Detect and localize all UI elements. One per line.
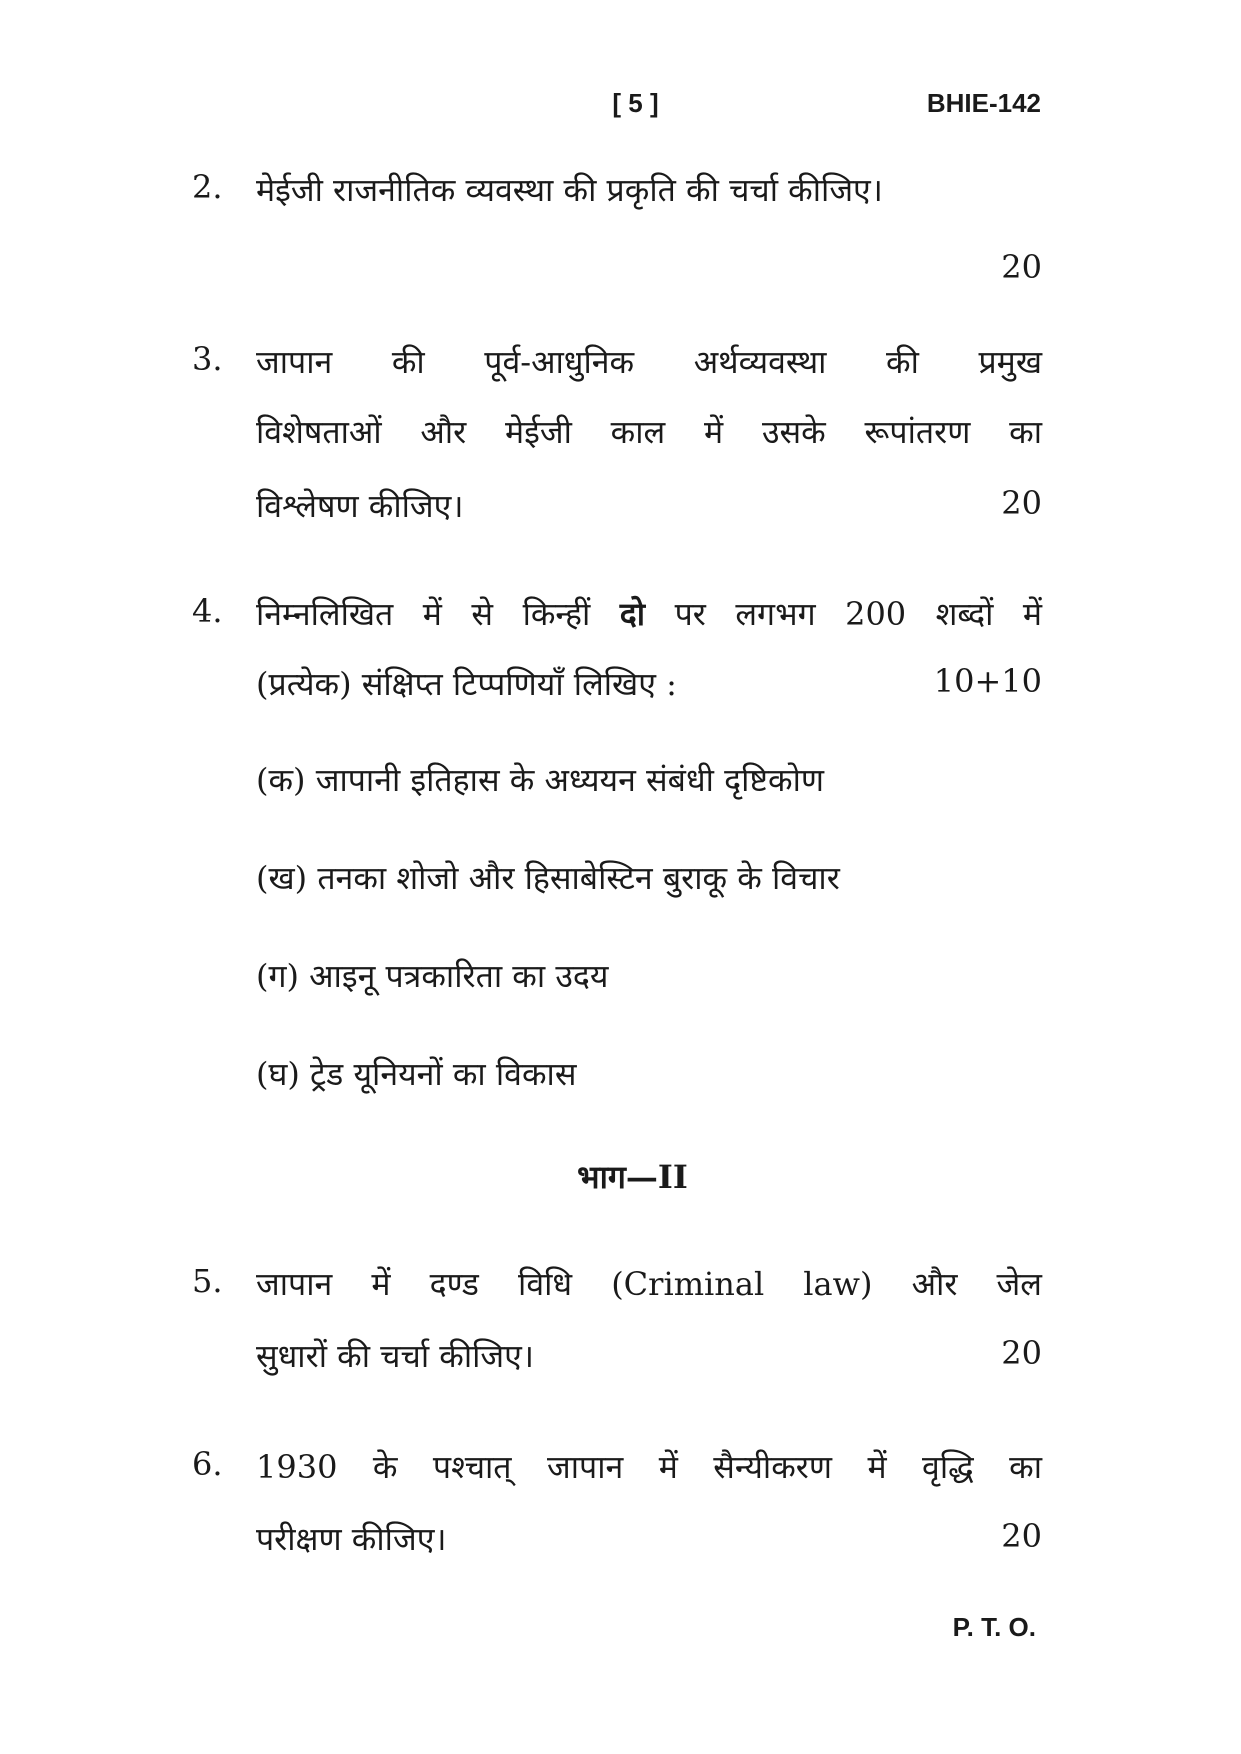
section-heading: भाग—II xyxy=(577,1158,688,1196)
text-segment: निम्नलिखित में से किन्हीं xyxy=(256,595,591,633)
text-segment: पर लगभग 200 शब्दों में xyxy=(674,595,1043,633)
question-number: 5. xyxy=(192,1262,223,1300)
question-text: जापान की पूर्व-आधुनिक अर्थव्यवस्था की प्रमुख xyxy=(256,343,1042,381)
question-text: विशेषताओं और मेईजी काल में उसके रूपांतरण का xyxy=(256,413,1042,451)
question-marks: 10+10 xyxy=(933,662,1042,700)
question-number: 4. xyxy=(192,592,223,630)
subpart-kha: (ख) तनका शोजो और हिसाबेस्टिन बुराकू के विचार xyxy=(256,859,840,897)
question-text xyxy=(256,592,1042,635)
question-number: 2. xyxy=(192,168,223,206)
course-code: BHIE-142 xyxy=(926,88,1041,118)
question-number: 3. xyxy=(192,340,223,378)
page-number: [ 5 ] xyxy=(612,88,659,118)
question-text: सुधारों की चर्चा कीजिए। xyxy=(256,1337,535,1375)
subpart-gha: (घ) ट्रेड यूनियनों का विकास xyxy=(256,1055,577,1093)
question-5 xyxy=(192,1262,1042,1375)
emphasis-word: दो xyxy=(619,595,646,633)
question-number: 6. xyxy=(192,1445,223,1483)
question-marks: 20 xyxy=(1001,1334,1042,1372)
question-text: जापान में दण्ड विधि (Criminal law) और जेल xyxy=(256,1265,1042,1303)
question-4 xyxy=(192,592,1042,702)
question-marks: 20 xyxy=(1001,484,1042,522)
question-text: मेईजी राजनीतिक व्यवस्था की प्रकृति की चर्चा कीजिए। xyxy=(256,171,883,209)
subpart-ga: (ग) आइनू पत्रकारिता का उदय xyxy=(256,957,609,995)
question-text: विश्लेषण कीजिए। xyxy=(256,487,464,525)
question-6 xyxy=(192,1445,1042,1558)
subpart-ka: (क) जापानी इतिहास के अध्ययन संबंधी दृष्टिकोण xyxy=(256,761,825,799)
question-3 xyxy=(192,340,1042,525)
question-2 xyxy=(192,168,1042,286)
question-text: परीक्षण कीजिए। xyxy=(256,1520,447,1558)
question-marks: 20 xyxy=(1001,248,1042,286)
question-text: (प्रत्येक) संक्षिप्त टिप्पणियाँ लिखिए : xyxy=(256,665,677,703)
please-turn-over: P. T. O. xyxy=(952,1612,1036,1642)
question-marks: 20 xyxy=(1001,1517,1042,1555)
question-text: 1930 के पश्चात् जापान में सैन्यीकरण में वृद्धि का xyxy=(256,1448,1042,1486)
